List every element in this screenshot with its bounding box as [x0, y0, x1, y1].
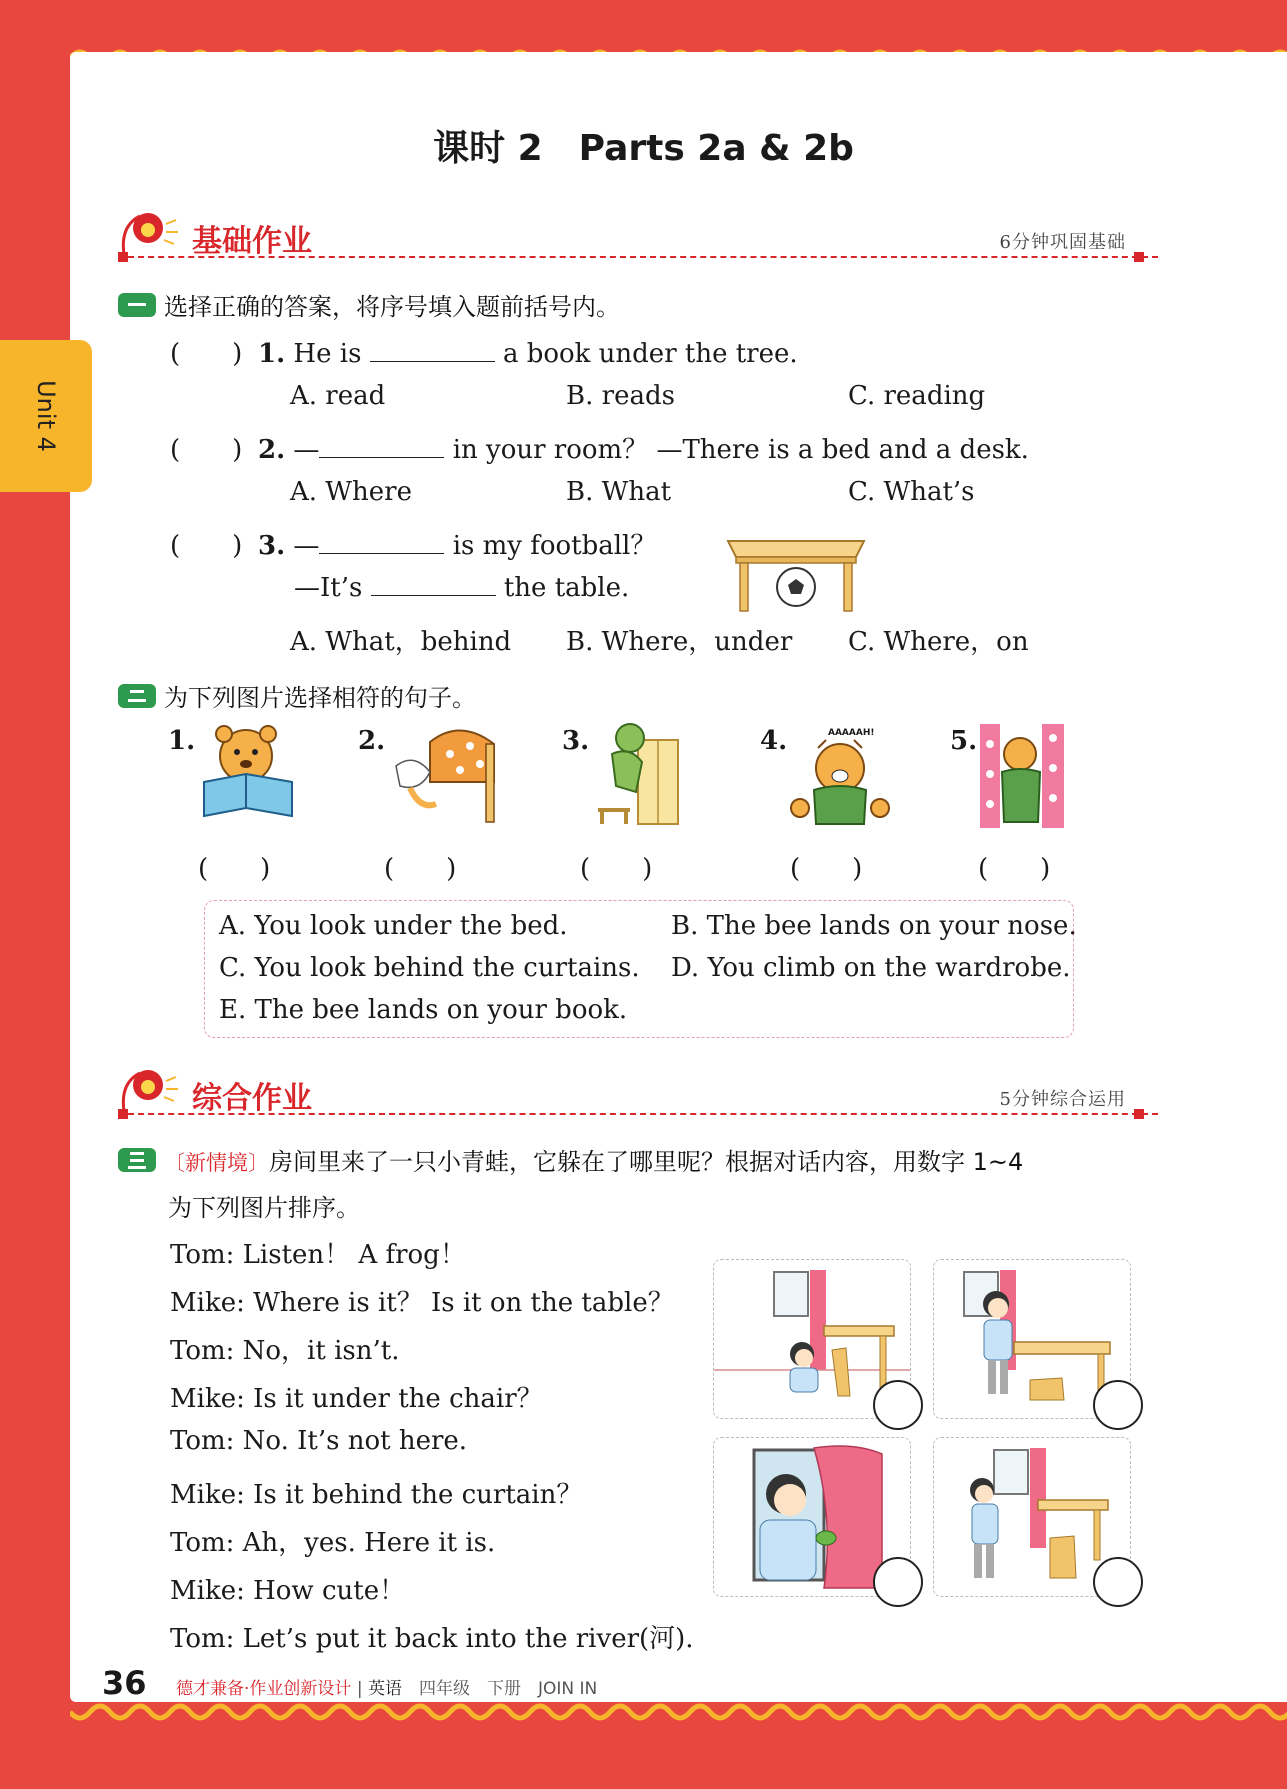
tiger-reading-book-icon	[196, 722, 300, 818]
picture-4-number: 4.	[760, 726, 788, 756]
q2-option-c: C. You look behind the curtains.	[219, 953, 640, 983]
unit-tab	[0, 340, 92, 492]
q3-instruction: 〔新情境〕房间里来了一只小青蛙，它躲在了哪里呢？根据对话内容，用数字 1~4	[118, 1142, 1023, 1177]
dialogue-line: Mike: Where is it？ Is it on the table？	[170, 1288, 674, 1318]
divider-end	[1134, 252, 1144, 262]
table-and-football-icon	[722, 535, 870, 615]
answer-blank[interactable]	[319, 531, 444, 554]
order-answer-circle[interactable]	[1093, 1380, 1143, 1430]
q2-option-e: E. The bee lands on your book.	[219, 995, 628, 1025]
section-comprehensive-time: 5分钟综合运用	[999, 1089, 1126, 1110]
q2-option-b: B. The bee lands on your nose.	[671, 911, 1077, 941]
dialogue-line: Tom: Let’s put it back into the river(河).	[170, 1624, 694, 1654]
answer-blank[interactable]	[319, 435, 444, 458]
q2-option-a: A. You look under the bed.	[219, 911, 568, 941]
dialogue-line: Tom: No. It’s not here.	[170, 1426, 468, 1456]
page-title: 课时 2 Parts 2a & 2b	[433, 128, 854, 169]
q1-item-1: ( ) 1. He is a book under the tree.	[170, 339, 798, 369]
bottom-wavy-border	[70, 1700, 1287, 1726]
divider-end	[118, 1109, 128, 1119]
unit-tab-label: Unit 4	[32, 380, 60, 452]
tiger-bee-on-nose-icon	[790, 738, 890, 826]
dialogue-line: Tom: Listen！ A frog！	[170, 1240, 466, 1270]
dialogue-line: Tom: No，it isn’t.	[170, 1336, 400, 1366]
picture-2-number: 2.	[358, 726, 386, 756]
picture-5-number: 5.	[950, 726, 978, 756]
picture-4-caption: AAAAAH!	[828, 728, 875, 738]
picture-3-number: 3.	[562, 726, 590, 756]
number-three-badge	[118, 1148, 156, 1172]
picture-1-number: 1.	[168, 726, 196, 756]
tiger-under-bed-icon	[390, 722, 502, 826]
divider-end	[118, 252, 128, 262]
q1-item-3-option-c[interactable]: C. Where，on	[848, 627, 1029, 657]
q1-item-1-option-c[interactable]: C. reading	[848, 381, 986, 411]
q1-item-2-option-b[interactable]: B. What	[566, 477, 672, 507]
picture-4-answer[interactable]: ( )	[790, 854, 863, 884]
dialogue-line: Tom: Ah，yes. Here it is.	[170, 1528, 496, 1558]
footer-text: 德才兼备·作业创新设计 | 英语 四年级 下册 JOIN IN	[176, 1679, 598, 1699]
q2-options-box	[204, 900, 1077, 1038]
picture-5-answer[interactable]: ( )	[978, 854, 1051, 884]
divider	[118, 1113, 1158, 1115]
q1-item-3-option-b[interactable]: B. Where，under	[566, 627, 793, 657]
q1-item-3-option-a[interactable]: A. What，behind	[290, 627, 512, 657]
number-two-badge	[118, 684, 156, 708]
q1-instruction: 选择正确的答案，将序号填入题前括号内。	[118, 287, 620, 322]
tiger-climbing-wardrobe-icon	[590, 722, 686, 826]
q1-item-1-option-b[interactable]: B. reads	[566, 381, 675, 411]
q1-item-1-option-a[interactable]: A. read	[290, 381, 386, 411]
picture-2-answer[interactable]: ( )	[384, 854, 457, 884]
dialogue-line: Mike: How cute！	[170, 1576, 406, 1606]
q1-item-3-line2: —It’s the table.	[294, 573, 630, 603]
q2-instruction: 为下列图片选择相符的句子。	[118, 678, 476, 713]
section-basic-label: 基础作业	[192, 224, 312, 259]
dialogue-line: Mike: Is it behind the curtain？	[170, 1480, 583, 1510]
section-comprehensive-label: 综合作业	[192, 1081, 312, 1116]
answer-blank[interactable]	[371, 573, 496, 596]
picture-1-answer[interactable]: ( )	[198, 854, 271, 884]
tiger-behind-curtains-icon	[980, 724, 1064, 828]
section-comprehensive-header	[118, 1063, 1158, 1123]
page-number: 36	[102, 1664, 147, 1702]
divider-end	[1134, 1109, 1144, 1119]
section-basic-header	[118, 206, 1158, 266]
divider	[118, 256, 1158, 258]
order-answer-circle[interactable]	[873, 1380, 923, 1430]
q2-option-d: D. You climb on the wardrobe.	[671, 953, 1071, 983]
q1-item-2-option-c[interactable]: C. What’s	[848, 477, 975, 507]
picture-3-answer[interactable]: ( )	[580, 854, 653, 884]
section-basic-time: 6分钟巩固基础	[999, 232, 1126, 253]
q1-item-3: ( ) 3. — is my football？	[170, 531, 657, 561]
q1-item-2-option-a[interactable]: A. Where	[290, 477, 412, 507]
answer-blank[interactable]	[370, 339, 495, 362]
order-answer-circle[interactable]	[1093, 1557, 1143, 1607]
dialogue-line: Mike: Is it under the chair？	[170, 1384, 543, 1414]
number-one-badge	[118, 293, 156, 317]
q3-instruction-line2: 为下列图片排序。	[168, 1194, 360, 1222]
q1-item-2: ( ) 2. — in your room？ —There is a bed and a desk.	[170, 435, 1029, 465]
order-answer-circle[interactable]	[873, 1557, 923, 1607]
